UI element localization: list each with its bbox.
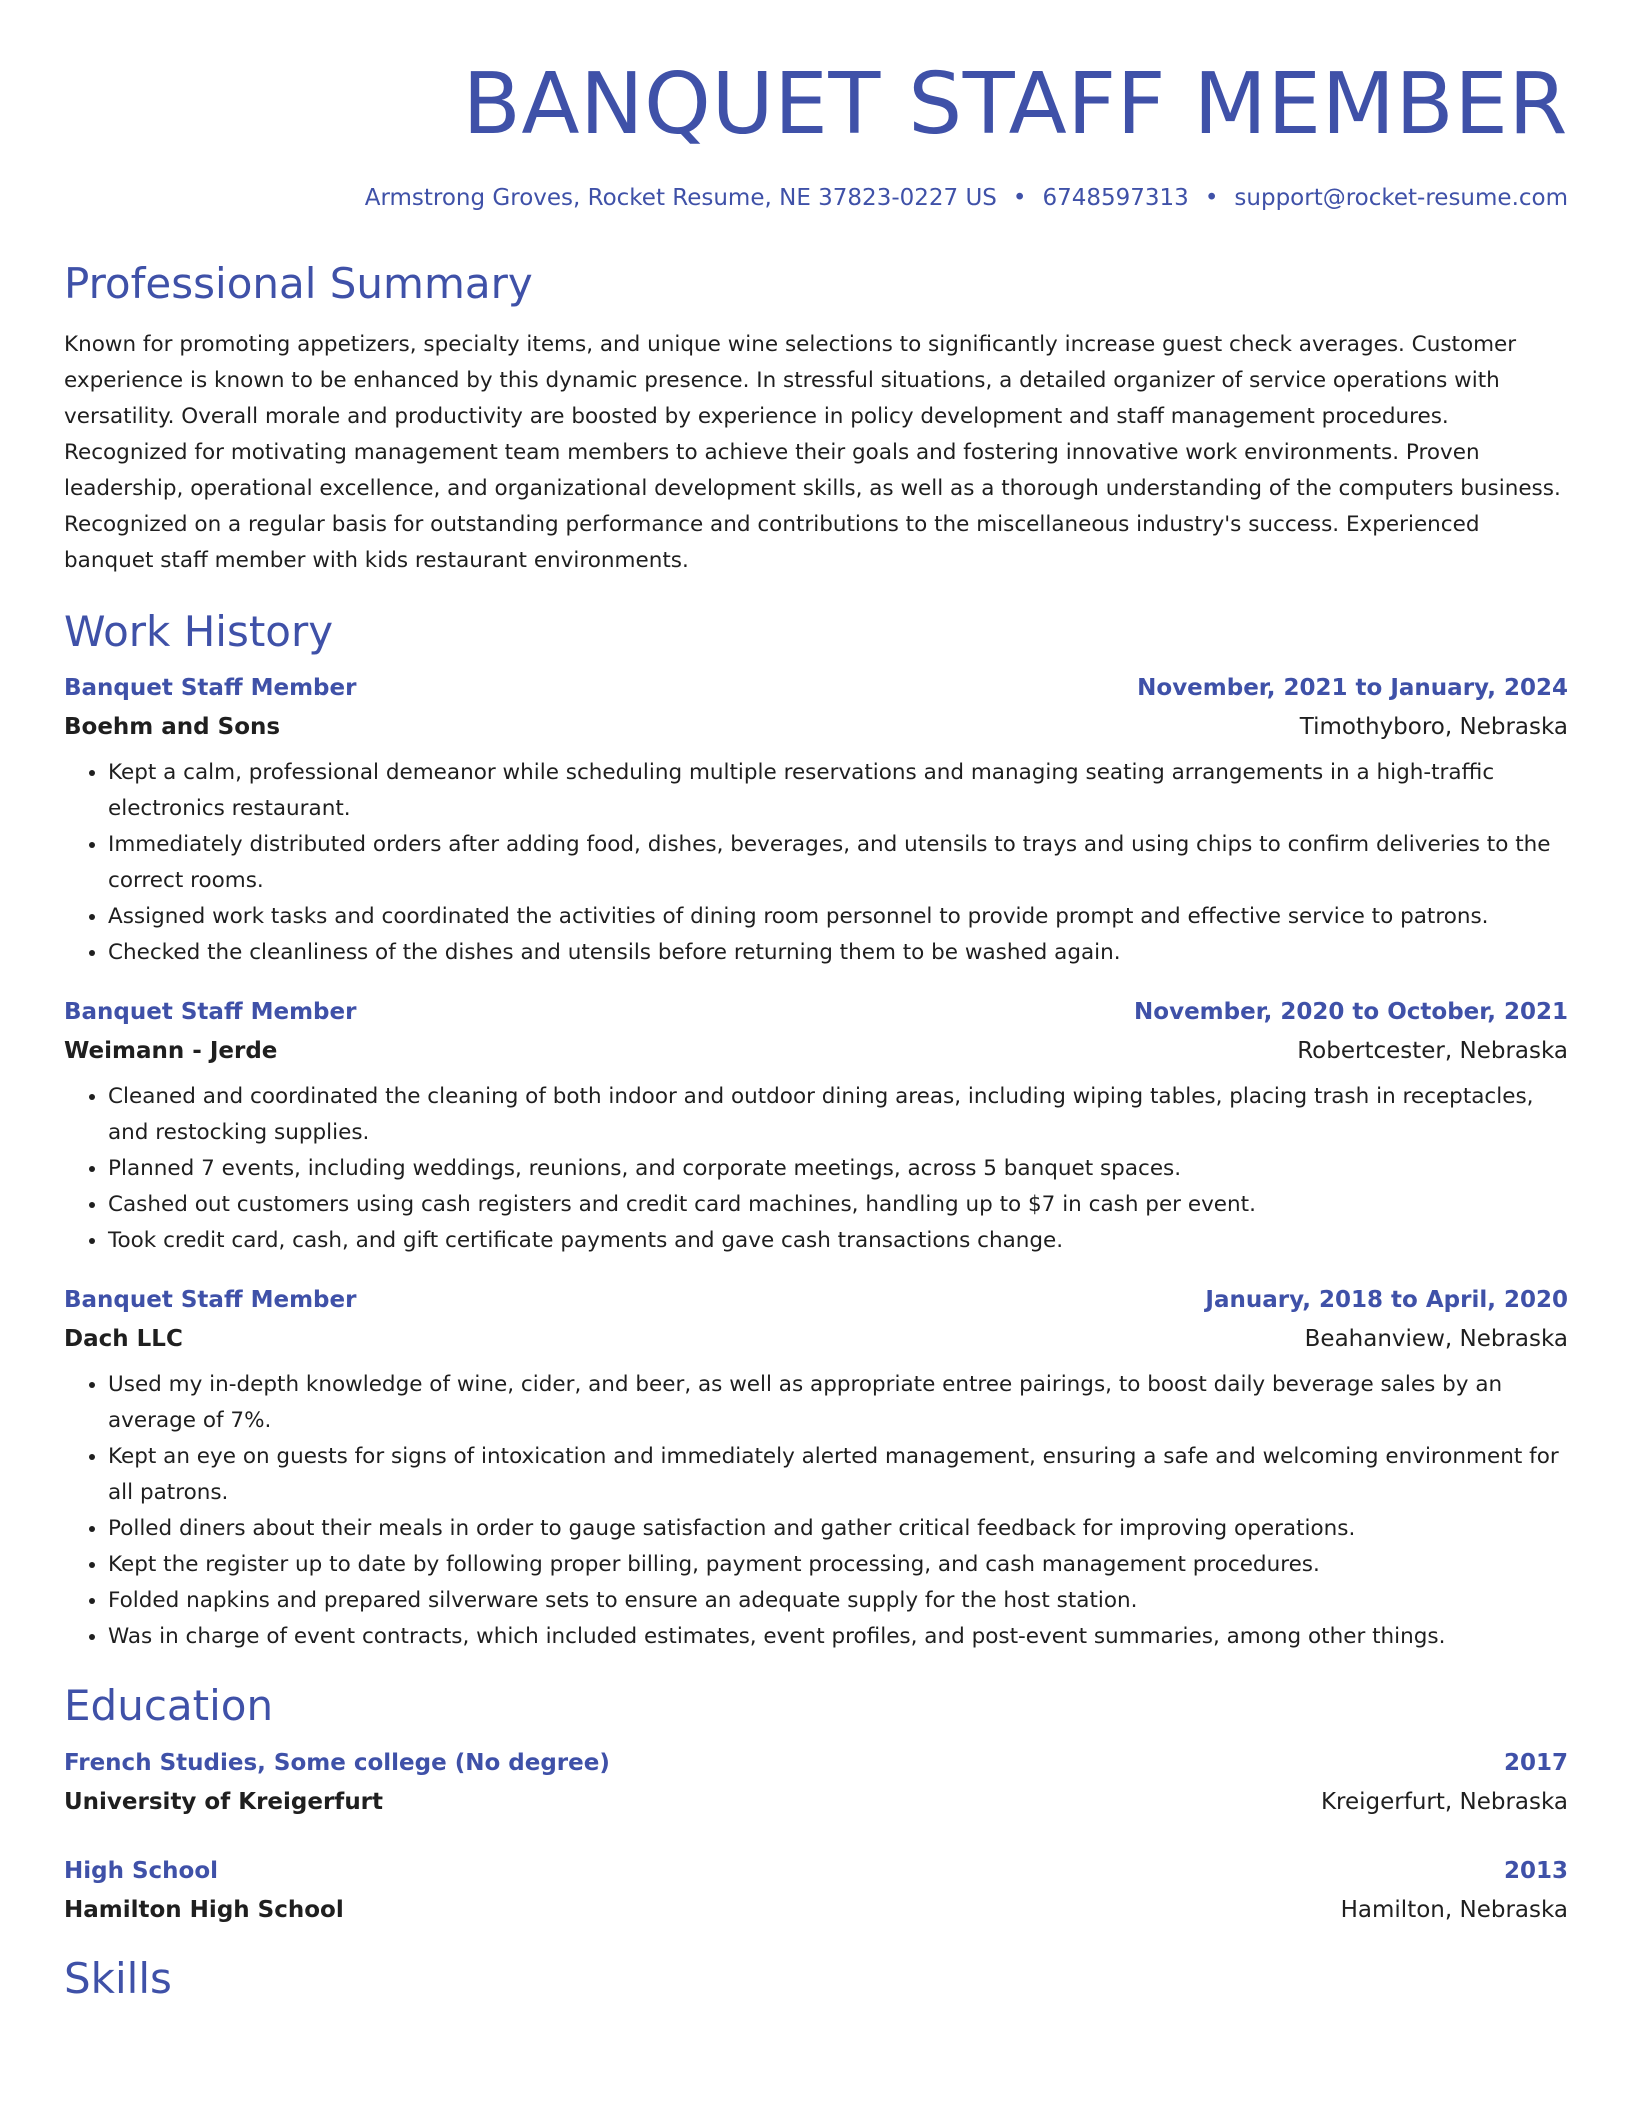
job-entry [64, 669, 1568, 971]
separator-dot: • [1204, 185, 1219, 211]
job-location: Beahanview, Nebraska [1304, 1326, 1568, 1353]
job-bullets [64, 1079, 1568, 1259]
job-role: Banquet Staff Member [64, 675, 357, 702]
education-entry [64, 1744, 1568, 1822]
job-location: Robertcester, Nebraska [1297, 1038, 1568, 1065]
summary-heading: Professional Summary [64, 258, 533, 308]
job-company: Dach LLC [64, 1326, 183, 1353]
job-subheader [64, 707, 1568, 747]
education-location: Hamilton, Nebraska [1340, 1896, 1568, 1923]
bullet-item: • Used my in-depth knowledge of wine, cider, and beer, as well as appropriate entree pairings, to boost daily beverage sales by an average of 7%. [108, 1367, 1568, 1439]
job-entry [64, 993, 1568, 1259]
job-entry [64, 1281, 1568, 1655]
bullet-item: • Kept a calm, professional demeanor while scheduling multiple reservations and managing seating arrangements in a high-traffic electronics restaurant. [108, 755, 1568, 827]
education-heading: Education [64, 1681, 274, 1731]
address-text: Armstrong Groves, Rocket Resume, NE 37823-0227 US [364, 185, 997, 211]
education-header [64, 1852, 1568, 1890]
bullet-item: • Polled diners about their meals in order to gauge satisfaction and gather critical feedback for improving operations. [108, 1511, 1568, 1547]
resume-page [64, 0, 1568, 2004]
job-bullets [64, 1367, 1568, 1655]
education-location: Kreigerfurt, Nebraska [1320, 1788, 1568, 1815]
job-role: Banquet Staff Member [64, 999, 357, 1026]
job-role: Banquet Staff Member [64, 1287, 357, 1314]
phone-text: 6748597313 [1042, 185, 1189, 211]
job-header [64, 669, 1568, 707]
bullet-item: • Kept an eye on guests for signs of intoxication and immediately alerted management, ensuring a safe and welcoming environment for all patrons. [108, 1439, 1568, 1511]
job-header [64, 1281, 1568, 1319]
job-location: Timothyboro, Nebraska [1299, 714, 1568, 741]
education-degree: High School [64, 1857, 219, 1884]
email-link[interactable]: support@rocket-resume.com [1234, 185, 1568, 211]
contact-line [64, 185, 1568, 213]
bullet-item: • Planned 7 events, including weddings, reunions, and corporate meetings, across 5 banquet spaces. [108, 1151, 1568, 1187]
job-company: Boehm and Sons [64, 714, 281, 741]
skills-heading: Skills [64, 1953, 172, 2003]
education-degree: French Studies, Some college (No degree) [64, 1749, 610, 1776]
bullet-item: • Cleaned and coordinated the cleaning of both indoor and outdoor dining areas, including wiping tables, placing trash in receptacles, and restocking supplies. [108, 1079, 1568, 1151]
education-school: Hamilton High School [64, 1896, 344, 1923]
job-subheader [64, 1031, 1568, 1071]
education-year: 2017 [1503, 1749, 1568, 1776]
bullet-item: • Took credit card, cash, and gift certificate payments and gave cash transactions change. [108, 1223, 1568, 1259]
job-company: Weimann - Jerde [64, 1038, 278, 1065]
job-dates: January, 2018 to April, 2020 [1205, 1287, 1568, 1314]
education-year: 2013 [1503, 1857, 1568, 1884]
bullet-item: • Checked the cleanliness of the dishes and utensils before returning them to be washed again. [108, 935, 1568, 971]
job-subheader [64, 1319, 1568, 1359]
job-dates: November, 2021 to January, 2024 [1137, 675, 1568, 702]
education-header [64, 1744, 1568, 1782]
bullet-item: • Kept the register up to date by following proper billing, payment processing, and cash management procedures. [108, 1547, 1568, 1583]
summary-text: Known for promoting appetizers, specialty items, and unique wine selections to significantly increase guest check averages. Customer experience is known to be enhanced by this dynamic presence. In stressful situations, a detailed organizer of service operations with versatility. Overall morale and productivity are boosted by experience in policy development and staff management procedures. Recognized for motivating management team members to achieve their goals and fostering innovative work environments. Proven leadership, operational excellence, and organizational development skills, as well as a thorough understanding of the computers business. Recognized on a regular basis for outstanding performance and contributions to the miscellaneous industry's success. Experienced banquet staff member with kids restaurant environments. [64, 331, 1561, 573]
bullet-item: • Assigned work tasks and coordinated the activities of dining room personnel to provide prompt and effective service to patrons. [108, 899, 1568, 935]
bullet-item: • Cashed out customers using cash registers and credit card machines, handling up to $7 in cash per event. [108, 1187, 1568, 1223]
education-subheader [64, 1782, 1568, 1822]
work-history-heading: Work History [64, 606, 334, 656]
separator-dot: • [1012, 185, 1027, 211]
education-school: University of Kreigerfurt [64, 1788, 384, 1815]
resume-title: BANQUET STAFF MEMBER [462, 55, 1568, 154]
bullet-item: • Immediately distributed orders after adding food, dishes, beverages, and utensils to trays and using chips to confirm deliveries to the correct rooms. [108, 827, 1568, 899]
bullet-item: • Was in charge of event contracts, which included estimates, event profiles, and post-event summaries, among other things. [108, 1619, 1568, 1655]
education-entry [64, 1852, 1568, 1930]
job-header [64, 993, 1568, 1031]
job-dates: November, 2020 to October, 2021 [1134, 999, 1568, 1026]
education-subheader [64, 1890, 1568, 1930]
bullet-item: • Folded napkins and prepared silverware sets to ensure an adequate supply for the host station. [108, 1583, 1568, 1619]
job-bullets [64, 755, 1568, 971]
